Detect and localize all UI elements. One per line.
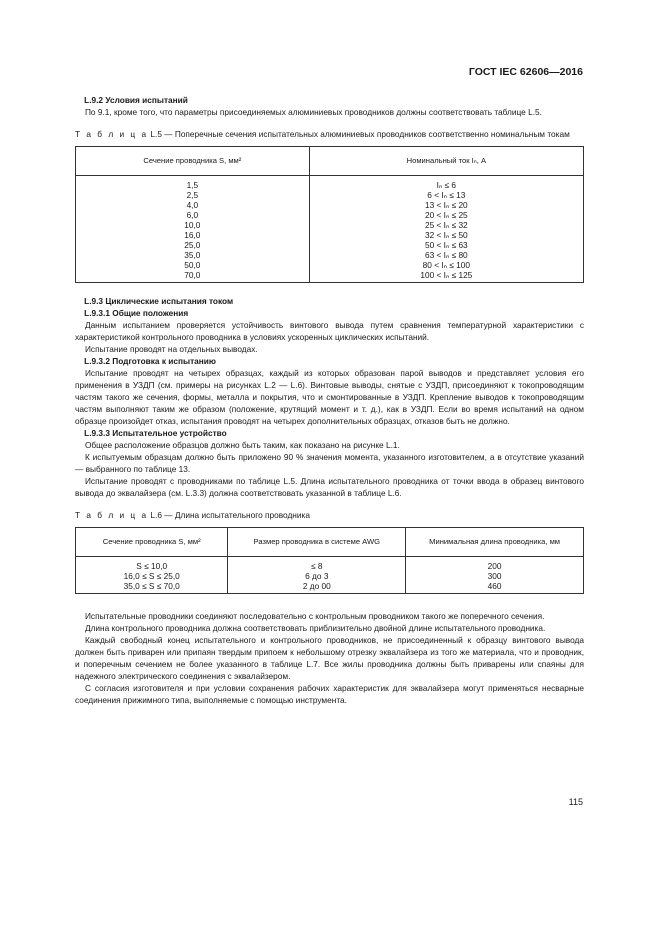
caption-prefix: Т а б л и ц а bbox=[75, 129, 149, 139]
section-heading-l92: L.9.2 Условия испытаний bbox=[84, 95, 188, 105]
page-number: 115 bbox=[568, 797, 583, 807]
table-header-cell: Минимальная длина проводника, мм bbox=[406, 528, 584, 557]
paragraph: С согласия изготовителя и при условии сохранения рабочих характеристик для эквалайзера могут применяться несварные соединения прижимного типа, выполняемые с помощью инструмента. bbox=[75, 683, 584, 705]
paragraph: По 9.1, кроме того, что параметры присоединяемых алюминиевых проводников должны соответствовать таблице L.5. bbox=[84, 107, 542, 117]
table-cell: 2,5 bbox=[186, 190, 199, 200]
table-cell: 2 до 00 bbox=[302, 581, 331, 591]
paragraph: К испытуемым образцам должно быть приложено 90 % значения момента, указанного изготовителем, а в отсутствие указаний — выбранного по таблице 13. bbox=[75, 452, 584, 474]
table-l5 bbox=[75, 146, 584, 283]
table-cell: 10,0 bbox=[184, 220, 201, 230]
section-heading-l933: L.9.3.3 Испытательное устройство bbox=[84, 428, 227, 438]
paragraph: Испытание проводят на четырех образцах, каждый из которых образован парой выводов и представляет условия его применения в УЗДП (см. примеры на рисунках L.2 — L.6). Винтовые выводы, снятые с УЗДП, присоединяют к токопроводящим частям такого же сечения, формы, металла и покрытия, что и смонтированные в УЗДП. Крепление выводов к токопроводящим частям выполняют таким же образом (положение, крутящий момент и т. д.), как в УЗДП. Если во время испытаний на одном образце произойдет отказ, испытания проводят на четырех дополнительных образцах, отказов быть не должно. bbox=[75, 368, 584, 426]
table-caption-l6 bbox=[75, 509, 584, 521]
page-content bbox=[75, 94, 584, 706]
table-cell: 25,0 bbox=[184, 240, 201, 250]
caption-prefix: Т а б л и ц а bbox=[75, 510, 149, 520]
table-header-cell: Размер проводника в системе AWG bbox=[228, 528, 406, 557]
table-cell: 6,0 bbox=[186, 210, 199, 220]
table-cell: 300 bbox=[487, 571, 502, 581]
section-heading-l93: L.9.3 Циклические испытания током bbox=[84, 296, 234, 306]
section-heading-l932: L.9.3.2 Подготовка к испытанию bbox=[84, 356, 216, 366]
table-cell: 35,0 ≤ S ≤ 70,0 bbox=[123, 581, 180, 591]
paragraph: Данным испытанием проверяется устойчивость винтового вывода путем сравнения температурной характеристики с характеристикой контрольного проводника в условиях ускоренных циклических испытаний. bbox=[75, 320, 584, 342]
table-cell: 16,0 bbox=[184, 230, 201, 240]
table-cell: 70,0 bbox=[184, 270, 201, 280]
paragraph: Длина контрольного проводника должна соответствовать приблизительно двойной длине испытательного проводника. bbox=[84, 623, 546, 633]
table-cell: 25 < Iₙ ≤ 32 bbox=[424, 220, 468, 230]
caption-text: L.5 — Поперечные сечения испытательных алюминиевых проводников соответственно номинальным токам bbox=[148, 129, 570, 139]
paragraph: Общее расположение образцов должно быть таким, как показано на рисунке L.1. bbox=[84, 440, 400, 450]
table-cell: 50 < Iₙ ≤ 63 bbox=[424, 240, 468, 250]
paragraph: Испытание проводят с проводниками по таблице L.5. Длина испытательного проводника от точки ввода в образец винтового вывода до эквалайзера (см. L.3.3) должна соответствовать указанной в таблице L.6. bbox=[75, 476, 584, 498]
table-row bbox=[76, 176, 584, 283]
sections-column bbox=[76, 176, 310, 283]
document-code: ГОСТ IEC 62606—2016 bbox=[468, 66, 583, 78]
table-cell: 32 < Iₙ ≤ 50 bbox=[424, 230, 468, 240]
table-cell: 200 bbox=[487, 561, 502, 571]
table-cell: 13 < Iₙ ≤ 20 bbox=[424, 200, 468, 210]
paragraph: Испытание проводят на отдельных выводах. bbox=[84, 344, 258, 354]
table-cell: 80 < Iₙ ≤ 100 bbox=[422, 260, 470, 270]
table-cell: 63 < Iₙ ≤ 80 bbox=[424, 250, 468, 260]
table-row bbox=[76, 557, 584, 594]
table-header-cell: Номинальный ток Iₙ, А bbox=[309, 147, 583, 176]
currents-column bbox=[309, 176, 583, 283]
length-column bbox=[406, 557, 584, 594]
table-cell: 4,0 bbox=[186, 200, 199, 210]
table-caption-l5 bbox=[75, 128, 584, 140]
table-header-cell: Сечение проводника S, мм² bbox=[76, 528, 228, 557]
table-cell: 50,0 bbox=[184, 260, 201, 270]
table-header-cell: Сечение проводника S, мм² bbox=[76, 147, 310, 176]
paragraph: Каждый свободный конец испытательного и контрольного проводников, не присоединенный к образцу винтового вывода должен быть приварен или припаян твердым припоем к небольшому отрезку эквалайзера из того же материала, что и проводник, и поперечным сечением не более указанного в таблице L.7. Все жилы проводника должны быть приварены или спаяны для надежного электрического соединения с эквалайзером. bbox=[75, 635, 584, 681]
sections-column bbox=[76, 557, 228, 594]
table-cell: 1,5 bbox=[186, 180, 199, 190]
table-cell: ≤ 8 bbox=[311, 561, 323, 571]
table-cell: 35,0 bbox=[184, 250, 201, 260]
table-cell: 100 < Iₙ ≤ 125 bbox=[420, 270, 473, 280]
table-cell: 6 до 3 bbox=[305, 571, 329, 581]
table-cell: 460 bbox=[487, 581, 502, 591]
table-cell: 6 < Iₙ ≤ 13 bbox=[427, 190, 466, 200]
table-l6 bbox=[75, 527, 584, 594]
table-cell: 20 < Iₙ ≤ 25 bbox=[424, 210, 468, 220]
paragraph: Испытательные проводники соединяют последовательно с контрольным проводником такого же поперечного сечения. bbox=[84, 611, 545, 621]
caption-text: L.6 — Длина испытательного проводника bbox=[148, 510, 310, 520]
table-cell: S ≤ 10,0 bbox=[136, 561, 168, 571]
table-cell: 16,0 ≤ S ≤ 25,0 bbox=[123, 571, 180, 581]
table-cell: Iₙ ≤ 6 bbox=[436, 180, 457, 190]
awg-column bbox=[228, 557, 406, 594]
section-heading-l931: L.9.3.1 Общие положения bbox=[84, 308, 189, 318]
